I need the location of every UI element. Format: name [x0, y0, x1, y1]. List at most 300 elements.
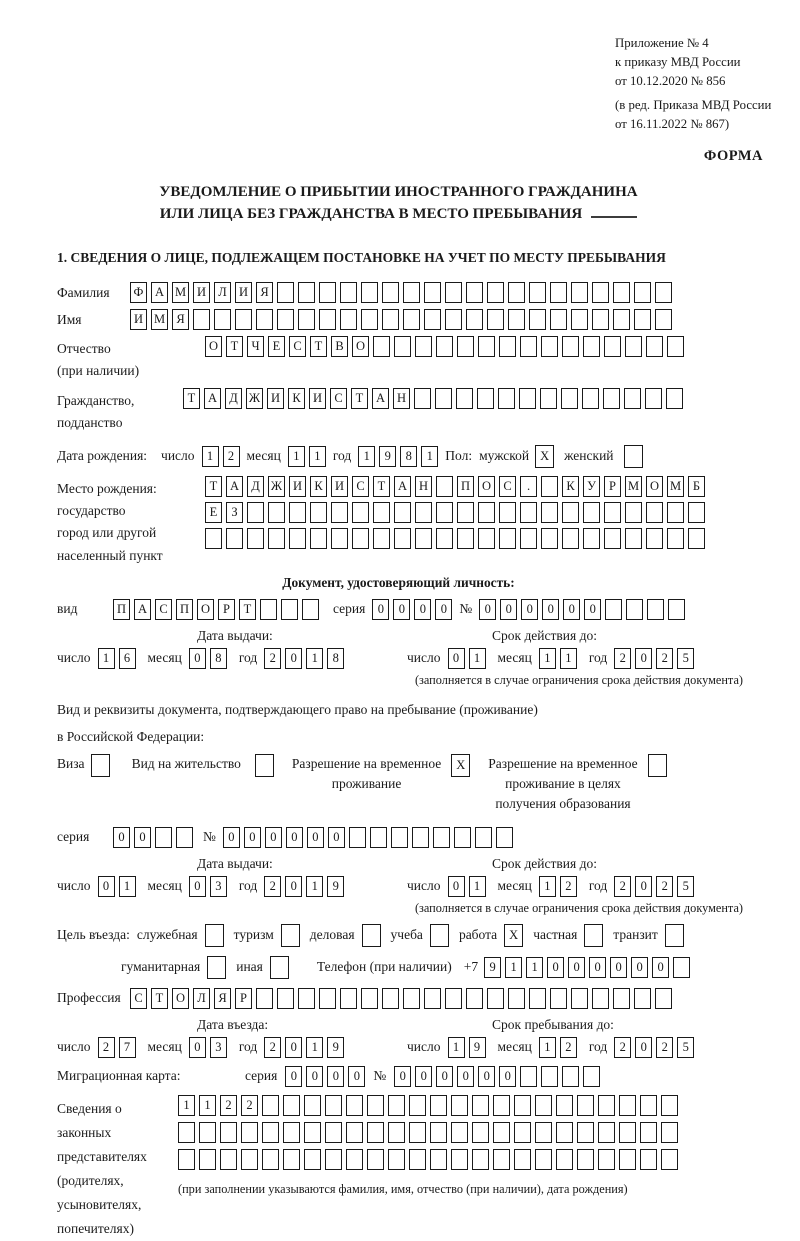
form-cell[interactable] — [277, 988, 294, 1009]
form-cell[interactable]: 2 — [656, 648, 673, 669]
form-cell[interactable] — [178, 1149, 195, 1170]
form-cell[interactable]: А — [372, 388, 389, 409]
form-cell[interactable]: 0 — [547, 957, 564, 978]
form-cell[interactable]: С — [130, 988, 147, 1009]
form-cell[interactable]: 0 — [285, 876, 302, 897]
form-cell[interactable] — [520, 1066, 537, 1087]
form-cell[interactable]: 1 — [469, 648, 486, 669]
form-cell[interactable]: 1 — [505, 957, 522, 978]
form-cell[interactable] — [430, 1149, 447, 1170]
form-cell[interactable] — [634, 309, 651, 330]
form-cell[interactable] — [451, 1149, 468, 1170]
form-cell[interactable] — [304, 1149, 321, 1170]
form-cell[interactable]: 0 — [244, 827, 261, 848]
form-cell[interactable] — [283, 1149, 300, 1170]
form-cell[interactable] — [619, 1095, 636, 1116]
form-cell[interactable] — [519, 388, 536, 409]
form-cell[interactable] — [281, 599, 298, 620]
form-cell[interactable]: 1 — [306, 648, 323, 669]
form-cell[interactable] — [571, 282, 588, 303]
form-cell[interactable] — [409, 1149, 426, 1170]
form-cell[interactable]: Л — [214, 282, 231, 303]
form-cell[interactable] — [577, 1149, 594, 1170]
form-cell[interactable]: А — [134, 599, 151, 620]
form-cell[interactable] — [640, 1122, 657, 1143]
form-cell[interactable]: Т — [351, 388, 368, 409]
form-cell[interactable]: 6 — [119, 648, 136, 669]
form-cell[interactable] — [646, 336, 663, 357]
form-cell[interactable]: 2 — [614, 1037, 631, 1058]
form-cell[interactable] — [535, 1122, 552, 1143]
form-cell[interactable] — [655, 282, 672, 303]
form-cell[interactable] — [193, 309, 210, 330]
form-cell[interactable] — [367, 1149, 384, 1170]
form-cell[interactable] — [541, 1066, 558, 1087]
form-cell[interactable]: И — [289, 476, 306, 497]
form-cell[interactable] — [645, 388, 662, 409]
form-cell[interactable]: 0 — [285, 1066, 302, 1087]
form-cell[interactable]: 1 — [539, 648, 556, 669]
form-cell[interactable]: 2 — [560, 876, 577, 897]
form-cell[interactable] — [298, 309, 315, 330]
form-cell[interactable] — [508, 988, 525, 1009]
form-cell[interactable] — [668, 599, 685, 620]
form-cell[interactable] — [283, 1122, 300, 1143]
form-cell[interactable] — [430, 1122, 447, 1143]
form-cell[interactable]: Т — [151, 988, 168, 1009]
form-cell[interactable]: 0 — [521, 599, 538, 620]
form-cell[interactable] — [155, 827, 172, 848]
form-cell[interactable] — [673, 957, 690, 978]
form-cell[interactable]: П — [457, 476, 474, 497]
form-cell[interactable]: 0 — [631, 957, 648, 978]
form-cell[interactable] — [436, 476, 453, 497]
form-cell[interactable]: 8 — [327, 648, 344, 669]
form-cell[interactable] — [625, 502, 642, 523]
form-cell[interactable]: 0 — [189, 1037, 206, 1058]
form-cell[interactable]: 1 — [288, 446, 305, 467]
form-cell[interactable] — [571, 988, 588, 1009]
form-cell[interactable] — [550, 309, 567, 330]
form-cell[interactable] — [625, 336, 642, 357]
form-cell[interactable] — [577, 1122, 594, 1143]
residence-permit-checkbox[interactable] — [255, 754, 274, 777]
form-cell[interactable]: 0 — [414, 599, 431, 620]
form-cell[interactable]: Т — [205, 476, 222, 497]
form-cell[interactable]: С — [330, 388, 347, 409]
form-cell[interactable]: 0 — [479, 599, 496, 620]
form-cell[interactable] — [598, 1122, 615, 1143]
form-cell[interactable]: И — [267, 388, 284, 409]
form-cell[interactable]: 2 — [220, 1095, 237, 1116]
form-cell[interactable] — [178, 1122, 195, 1143]
form-cell[interactable]: 0 — [589, 957, 606, 978]
form-cell[interactable] — [373, 528, 390, 549]
form-cell[interactable] — [661, 1149, 678, 1170]
form-cell[interactable]: А — [204, 388, 221, 409]
form-cell[interactable]: О — [172, 988, 189, 1009]
form-cell[interactable] — [435, 388, 452, 409]
form-cell[interactable] — [391, 827, 408, 848]
form-cell[interactable] — [262, 1122, 279, 1143]
form-cell[interactable] — [340, 282, 357, 303]
form-cell[interactable] — [582, 388, 599, 409]
form-cell[interactable] — [262, 1149, 279, 1170]
form-cell[interactable]: 1 — [306, 1037, 323, 1058]
form-cell[interactable]: 0 — [563, 599, 580, 620]
form-cell[interactable] — [281, 924, 300, 947]
form-cell[interactable] — [603, 388, 620, 409]
form-cell[interactable]: 1 — [539, 876, 556, 897]
form-cell[interactable] — [520, 502, 537, 523]
form-cell[interactable]: Я — [256, 282, 273, 303]
form-cell[interactable] — [605, 599, 622, 620]
form-cell[interactable]: О — [478, 476, 495, 497]
form-cell[interactable] — [403, 988, 420, 1009]
form-cell[interactable] — [583, 528, 600, 549]
sex-male-checkbox[interactable] — [535, 445, 554, 468]
form-cell[interactable] — [361, 282, 378, 303]
form-cell[interactable] — [472, 1122, 489, 1143]
form-cell[interactable] — [214, 309, 231, 330]
form-cell[interactable] — [412, 827, 429, 848]
form-cell[interactable]: 9 — [327, 876, 344, 897]
form-cell[interactable] — [319, 282, 336, 303]
form-cell[interactable] — [496, 827, 513, 848]
form-cell[interactable] — [310, 528, 327, 549]
form-cell[interactable]: 0 — [436, 1066, 453, 1087]
form-cell[interactable] — [472, 1149, 489, 1170]
form-cell[interactable]: Т — [226, 336, 243, 357]
form-cell[interactable] — [260, 599, 277, 620]
form-cell[interactable] — [205, 924, 224, 947]
form-cell[interactable]: Я — [214, 988, 231, 1009]
form-cell[interactable] — [646, 528, 663, 549]
form-cell[interactable]: 0 — [113, 827, 130, 848]
form-cell[interactable] — [382, 988, 399, 1009]
form-cell[interactable]: 0 — [306, 1066, 323, 1087]
form-cell[interactable]: К — [288, 388, 305, 409]
form-cell[interactable] — [466, 309, 483, 330]
form-cell[interactable]: Ж — [268, 476, 285, 497]
form-cell[interactable]: 2 — [241, 1095, 258, 1116]
form-cell[interactable]: 0 — [372, 599, 389, 620]
form-cell[interactable] — [424, 988, 441, 1009]
form-cell[interactable]: С — [155, 599, 172, 620]
form-cell[interactable]: М — [667, 476, 684, 497]
form-cell[interactable] — [352, 502, 369, 523]
form-cell[interactable]: Ж — [246, 388, 263, 409]
form-cell[interactable] — [529, 988, 546, 1009]
form-cell[interactable] — [498, 388, 515, 409]
form-cell[interactable] — [475, 827, 492, 848]
form-cell[interactable] — [561, 388, 578, 409]
form-cell[interactable]: 0 — [134, 827, 151, 848]
form-cell[interactable]: 2 — [656, 876, 673, 897]
form-cell[interactable]: 8 — [400, 446, 417, 467]
form-cell[interactable] — [646, 502, 663, 523]
form-cell[interactable]: П — [176, 599, 193, 620]
form-cell[interactable]: И — [235, 282, 252, 303]
form-cell[interactable] — [487, 282, 504, 303]
form-cell[interactable]: 0 — [328, 827, 345, 848]
form-cell[interactable]: 1 — [469, 876, 486, 897]
form-cell[interactable]: 0 — [307, 827, 324, 848]
form-cell[interactable]: И — [130, 309, 147, 330]
form-cell[interactable]: М — [172, 282, 189, 303]
form-cell[interactable] — [556, 1122, 573, 1143]
form-cell[interactable]: С — [499, 476, 516, 497]
form-cell[interactable]: 0 — [265, 827, 282, 848]
form-cell[interactable] — [302, 599, 319, 620]
form-cell[interactable] — [367, 1122, 384, 1143]
form-cell[interactable] — [598, 1095, 615, 1116]
form-cell[interactable] — [541, 502, 558, 523]
form-cell[interactable]: О — [197, 599, 214, 620]
form-cell[interactable] — [176, 827, 193, 848]
form-cell[interactable] — [613, 309, 630, 330]
purpose-work-checkbox[interactable] — [504, 924, 523, 947]
form-cell[interactable]: И — [331, 476, 348, 497]
form-cell[interactable]: X — [504, 924, 523, 947]
form-cell[interactable]: Т — [310, 336, 327, 357]
form-cell[interactable] — [319, 988, 336, 1009]
form-cell[interactable] — [207, 956, 226, 979]
form-cell[interactable] — [477, 388, 494, 409]
form-cell[interactable] — [199, 1149, 216, 1170]
form-cell[interactable] — [457, 502, 474, 523]
form-cell[interactable]: Ч — [247, 336, 264, 357]
form-cell[interactable]: 0 — [393, 599, 410, 620]
form-cell[interactable] — [661, 1122, 678, 1143]
form-cell[interactable] — [277, 309, 294, 330]
form-cell[interactable] — [667, 336, 684, 357]
form-cell[interactable] — [270, 956, 289, 979]
form-cell[interactable]: Л — [193, 988, 210, 1009]
form-cell[interactable] — [624, 445, 643, 468]
form-cell[interactable]: О — [352, 336, 369, 357]
form-cell[interactable]: . — [520, 476, 537, 497]
form-cell[interactable] — [655, 309, 672, 330]
form-cell[interactable]: М — [151, 309, 168, 330]
form-cell[interactable] — [592, 282, 609, 303]
form-cell[interactable] — [394, 502, 411, 523]
form-cell[interactable]: 0 — [415, 1066, 432, 1087]
form-cell[interactable]: 1 — [560, 648, 577, 669]
form-cell[interactable] — [346, 1149, 363, 1170]
form-cell[interactable] — [256, 988, 273, 1009]
form-cell[interactable]: Б — [688, 476, 705, 497]
form-cell[interactable] — [415, 336, 432, 357]
form-cell[interactable] — [262, 1095, 279, 1116]
purpose-other-checkbox[interactable] — [270, 956, 289, 979]
form-cell[interactable] — [388, 1149, 405, 1170]
form-cell[interactable]: 7 — [119, 1037, 136, 1058]
form-cell[interactable] — [445, 282, 462, 303]
form-cell[interactable]: 3 — [210, 876, 227, 897]
form-cell[interactable] — [325, 1095, 342, 1116]
form-cell[interactable] — [436, 336, 453, 357]
form-cell[interactable] — [562, 502, 579, 523]
form-cell[interactable] — [487, 309, 504, 330]
form-cell[interactable] — [598, 1149, 615, 1170]
form-cell[interactable]: 0 — [435, 599, 452, 620]
form-cell[interactable]: З — [226, 502, 243, 523]
form-cell[interactable]: О — [205, 336, 222, 357]
form-cell[interactable]: 1 — [202, 446, 219, 467]
form-cell[interactable]: К — [310, 476, 327, 497]
form-cell[interactable] — [520, 528, 537, 549]
form-cell[interactable]: 2 — [614, 876, 631, 897]
form-cell[interactable]: С — [352, 476, 369, 497]
form-cell[interactable] — [277, 282, 294, 303]
form-cell[interactable] — [361, 988, 378, 1009]
form-cell[interactable] — [415, 502, 432, 523]
form-cell[interactable]: 1 — [119, 876, 136, 897]
form-cell[interactable]: 2 — [560, 1037, 577, 1058]
form-cell[interactable] — [382, 282, 399, 303]
form-cell[interactable]: 0 — [286, 827, 303, 848]
form-cell[interactable] — [445, 309, 462, 330]
form-cell[interactable] — [493, 1122, 510, 1143]
purpose-humanitarian-checkbox[interactable] — [207, 956, 226, 979]
purpose-official-checkbox[interactable] — [205, 924, 224, 947]
form-cell[interactable]: П — [113, 599, 130, 620]
form-cell[interactable] — [414, 388, 431, 409]
form-cell[interactable]: В — [331, 336, 348, 357]
form-cell[interactable] — [256, 309, 273, 330]
form-cell[interactable]: 2 — [98, 1037, 115, 1058]
form-cell[interactable] — [499, 528, 516, 549]
form-cell[interactable]: 1 — [421, 446, 438, 467]
form-cell[interactable] — [514, 1095, 531, 1116]
form-cell[interactable]: 0 — [285, 1037, 302, 1058]
form-cell[interactable] — [508, 309, 525, 330]
form-cell[interactable] — [619, 1149, 636, 1170]
form-cell[interactable] — [352, 528, 369, 549]
form-cell[interactable]: Ф — [130, 282, 147, 303]
form-cell[interactable]: 0 — [285, 648, 302, 669]
form-cell[interactable] — [373, 336, 390, 357]
form-cell[interactable] — [550, 988, 567, 1009]
form-cell[interactable] — [688, 528, 705, 549]
form-cell[interactable] — [199, 1122, 216, 1143]
form-cell[interactable] — [331, 502, 348, 523]
form-cell[interactable] — [205, 528, 222, 549]
visa-checkbox[interactable] — [91, 754, 110, 777]
form-cell[interactable] — [430, 924, 449, 947]
form-cell[interactable] — [430, 1095, 447, 1116]
form-cell[interactable]: 1 — [306, 876, 323, 897]
form-cell[interactable] — [325, 1122, 342, 1143]
form-cell[interactable]: 0 — [635, 876, 652, 897]
form-cell[interactable]: Т — [373, 476, 390, 497]
form-cell[interactable]: 0 — [457, 1066, 474, 1087]
form-cell[interactable] — [655, 988, 672, 1009]
form-cell[interactable] — [514, 1149, 531, 1170]
form-cell[interactable] — [403, 282, 420, 303]
form-cell[interactable] — [520, 336, 537, 357]
form-cell[interactable] — [478, 528, 495, 549]
form-cell[interactable] — [478, 336, 495, 357]
form-cell[interactable] — [541, 336, 558, 357]
form-cell[interactable]: М — [625, 476, 642, 497]
form-cell[interactable] — [499, 502, 516, 523]
purpose-tourism-checkbox[interactable] — [281, 924, 300, 947]
form-cell[interactable] — [541, 476, 558, 497]
form-cell[interactable] — [304, 1122, 321, 1143]
form-cell[interactable] — [472, 1095, 489, 1116]
form-cell[interactable]: 9 — [484, 957, 501, 978]
form-cell[interactable] — [665, 924, 684, 947]
form-cell[interactable]: 0 — [327, 1066, 344, 1087]
form-cell[interactable]: Е — [205, 502, 222, 523]
form-cell[interactable]: 9 — [379, 446, 396, 467]
form-cell[interactable] — [613, 282, 630, 303]
form-cell[interactable]: 0 — [348, 1066, 365, 1087]
form-cell[interactable]: 0 — [635, 648, 652, 669]
form-cell[interactable] — [346, 1122, 363, 1143]
form-cell[interactable]: 5 — [677, 1037, 694, 1058]
form-cell[interactable]: 2 — [614, 648, 631, 669]
form-cell[interactable] — [91, 754, 110, 777]
form-cell[interactable] — [457, 336, 474, 357]
form-cell[interactable] — [451, 1122, 468, 1143]
form-cell[interactable] — [626, 599, 643, 620]
form-cell[interactable] — [487, 988, 504, 1009]
form-cell[interactable]: 0 — [189, 876, 206, 897]
form-cell[interactable]: 8 — [210, 648, 227, 669]
sex-female-checkbox[interactable] — [624, 445, 643, 468]
form-cell[interactable] — [640, 1149, 657, 1170]
form-cell[interactable]: Н — [415, 476, 432, 497]
form-cell[interactable] — [493, 1095, 510, 1116]
form-cell[interactable] — [514, 1122, 531, 1143]
form-cell[interactable]: 9 — [327, 1037, 344, 1058]
form-cell[interactable]: 1 — [98, 648, 115, 669]
form-cell[interactable]: А — [151, 282, 168, 303]
form-cell[interactable] — [241, 1149, 258, 1170]
form-cell[interactable] — [456, 388, 473, 409]
form-cell[interactable] — [592, 988, 609, 1009]
form-cell[interactable] — [562, 528, 579, 549]
form-cell[interactable] — [433, 827, 450, 848]
form-cell[interactable]: 1 — [539, 1037, 556, 1058]
form-cell[interactable] — [247, 502, 264, 523]
form-cell[interactable] — [415, 528, 432, 549]
form-cell[interactable] — [226, 528, 243, 549]
form-cell[interactable] — [562, 1066, 579, 1087]
form-cell[interactable] — [466, 988, 483, 1009]
form-cell[interactable]: 0 — [652, 957, 669, 978]
form-cell[interactable]: 0 — [448, 648, 465, 669]
purpose-private-checkbox[interactable] — [584, 924, 603, 947]
form-cell[interactable] — [540, 388, 557, 409]
form-cell[interactable] — [340, 309, 357, 330]
form-cell[interactable] — [577, 1095, 594, 1116]
form-cell[interactable] — [403, 309, 420, 330]
form-cell[interactable] — [667, 528, 684, 549]
form-cell[interactable] — [382, 309, 399, 330]
purpose-business-checkbox[interactable] — [362, 924, 381, 947]
form-cell[interactable]: 0 — [448, 876, 465, 897]
form-cell[interactable] — [310, 502, 327, 523]
form-cell[interactable] — [241, 1122, 258, 1143]
form-cell[interactable] — [592, 309, 609, 330]
purpose-study-checkbox[interactable] — [430, 924, 449, 947]
form-cell[interactable] — [283, 1095, 300, 1116]
form-cell[interactable] — [436, 528, 453, 549]
